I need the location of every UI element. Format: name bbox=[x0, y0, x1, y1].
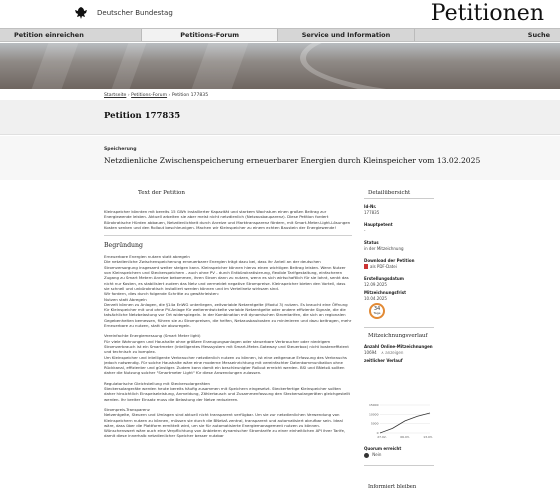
pdf-download-link[interactable] bbox=[364, 264, 434, 269]
nav-petitions-forum[interactable]: Petitions-Forum bbox=[142, 29, 278, 41]
nav-service-information[interactable]: Service und Information bbox=[278, 29, 414, 41]
pdf-file-icon bbox=[364, 264, 368, 269]
main-petitioner-value: - bbox=[364, 228, 366, 233]
online-signatures-value bbox=[364, 350, 434, 355]
stay-informed-heading: Informiert bleiben bbox=[368, 484, 417, 490]
reason-paragraph-3: Regulatorische Gleichstellung mit Steckersolargeräten Steckersolargeräte werden heute bereits häufig zusammen mit Speichern eingesetzt. Steckerfertige Kleinspeicher sollten daher hinsichtlich Einspeiseleistung, Anmeldung, Zählertausch und Zusammenfassung den Steckersolargeräten gleichgestellt werden. Ihr breiter Einsatz muss die Belastung der Netze reduzieren. bbox=[104, 380, 351, 402]
y-tick-label: 5000 bbox=[370, 421, 379, 426]
site-title[interactable]: Petitionen bbox=[430, 1, 544, 26]
breadcrumb-forum-link[interactable]: Petitions-Forum bbox=[131, 93, 168, 98]
download-label: Download der Petition bbox=[364, 258, 415, 263]
quorum-block bbox=[364, 446, 434, 471]
breadcrumb: Startseite › Petitions-Forum › Petition 177835 bbox=[104, 93, 209, 98]
petition-headline: Netzdienliche Zwischenspeicherung erneuerbarer Energien durch Kleinspeicher vom 13.02.2025 bbox=[104, 156, 481, 165]
signature-line bbox=[380, 413, 430, 433]
breadcrumb-home-link[interactable]: Startseite bbox=[104, 93, 127, 98]
pdf-download-text: als PDF-Datei bbox=[370, 264, 397, 269]
x-tick-label: 06.03. bbox=[400, 435, 410, 439]
org-name[interactable]: Deutscher Bundestag bbox=[97, 9, 173, 17]
y-tick-label: 15000 bbox=[368, 403, 379, 407]
nav-petition-einreichen[interactable]: Petition einreichen bbox=[0, 29, 142, 41]
online-signatures-label: Anzahl Online-Mitzeichnungen bbox=[364, 344, 433, 349]
signature-chart bbox=[364, 402, 434, 442]
divider bbox=[364, 198, 434, 199]
show-signatures-link[interactable]: ∧ anzeigen bbox=[381, 350, 404, 355]
reason-paragraph-2: Vereinfachte Energiemessung (Smart Meter light) Für viele Wohnungen und Haushalte ohne größere Erzeugungsanlagen oder steuerbare Verbraucher oder niedrigem Stromverbrauch ist ein Smartmeter (intelligentes Messsystem mit Smart-Meter-Gateway und Steuerbox) nicht kosteneffizient und technisch zu komplex. Um Kleinspeicher und intelligente Verbraucher netzdienlich nutzen zu können, ist eine zeitgenaue Erfassung des Verbrauchs jedoch notwendig. Für solche Haushalte wäre eine moderne Messeinrichtung mit vereinfachter Datenkommunikation ohne Rückkanal, effizienter und günstiger. Zudem kann damit ein beschleunigter Rollout erreicht werden. BSI und BNetzA sollten daher die Nutzung solcher "Smartmeter Light" für diese Anwendungen zulassen. bbox=[104, 333, 349, 376]
divider bbox=[364, 327, 434, 328]
days-remaining-unit: Tage bbox=[373, 311, 381, 315]
id-label: Id-Nr. bbox=[364, 204, 377, 209]
deadline-value: 10.04.2025 bbox=[364, 296, 387, 301]
created-label: Erstellungsdatum bbox=[364, 276, 404, 281]
status-label: Status bbox=[364, 240, 379, 245]
quorum-value: Nein bbox=[372, 452, 382, 457]
y-tick-label: 0 bbox=[376, 431, 379, 435]
reason-heading: Begründung bbox=[104, 242, 143, 250]
section-label: Speicherung bbox=[104, 147, 137, 152]
divider bbox=[104, 235, 352, 236]
created-value: 12.09.2025 bbox=[364, 282, 387, 287]
intro-paragraph: Kleinspeicher könnten mit bereits 15 GWh installierter Kapazität und starkem Wachstum einen großen Beitrag zur Energiewende leisten. Aktuell arbeiten sie aber meist nicht netzdienlich (Netzausbauparenz). Diese Petition fordert Bürokratische Hürden abbauen, Netzdienlichkeit durch Anreize und Marktransparenz fördern, mit Smart-Meter-Light-Lösungen Kosten senken und den Rollout beschleunigen. Machen wir Kleinspeicher zu einem echten Baustein der Energiewende! bbox=[104, 209, 351, 230]
x-tick-label: 27.02. bbox=[377, 435, 387, 439]
main-nav bbox=[0, 28, 560, 42]
deadline-label: Mitzeichnungsfrist bbox=[364, 290, 407, 295]
quorum-value-row bbox=[364, 452, 434, 458]
status-value: in der Mitzeichnung bbox=[364, 246, 404, 251]
details-sidebar bbox=[364, 190, 434, 500]
reason-paragraph-1: Erneuerbare Energien nutzen statt abregeln Die netzdienliche Zwischenspeicherung erneuerbarer Energien trägt dazu bei, dass ihr Anteil an der deutschen Stromversorgung insgesamt weiter steigen kann. Kleinspeicher können hierzu einen wichtigen Beitrag leisten. Wenn Nutzer von Kleinspeichern und Steckerspeichern - auch ohne PV - durch Entbürokratisierung, flexible Tarifgestaltung, einfacheren Zugang zu Smart Metern Anreize bekommen, ihren Strom dann zu nutzen, wenn es sich wirtschaftlich für sie lohnt, senkt das nicht nur Kosten, es stabilisiert zudem das Netz und vermeidet negative Strompreise. Kleinspeicher bieten den Vorteil, dass sie schnell und unbürokratisch installiert werden können und im Verteilnetz wirksam sind. Wir fordern, dies durch folgende Schritte zu gewährleisten: Nutzen statt Abregeln Derzeit können zu Anlagen, die §14a EnWG unterliegen, zeitvariable Netzentgelte (Modul 3) nutzen. Es braucht eine Öffnung für Kleinspeicher mit und ohne PV-Anlage für weiterentwickelte variable Netzentgelte oder andere effiziente Signale, die die tatsächliche Netzbelastung vor Ort widerspiegeln. In der Kombination mit dynamischen Stromtarifen, die sich an regionalen Gegebenheiten bemessen, führen sie zu Strompreisen, die helfen, Netzausbaukosten zu minimieren und dazu beitragen, mehr Erneuerbare zu nutzen, statt sie abzuregeln. bbox=[104, 254, 352, 329]
reason-paragraph-4: Strompreis-Transparenz Netzentgelte, Steuern und Umlagen sind aktuell nicht transparent verfügbar. Um sie zur netzdienlichen Verwendung von Kleinspeichern nutzen zu können, müssen sie durch die BNetzA zentral, transparent und automatisiert abrufbar sein. Ideal wäre, dass über die Plattform ermittelt wird, um sie für automatisierte Energiemanagement nutzen zu können. Wünschenswert wäre auch eine Verpflichtung von Anbietern dynamischer Stromtarife zu einer einheitlichen API ihrer Tarife, damit diese innerhalb netzdienlicher Speicher besser nutzbar bbox=[104, 406, 346, 439]
breadcrumb-current: Petition 177835 bbox=[171, 93, 209, 98]
online-signatures-count: 10694 bbox=[364, 350, 377, 355]
id-value: 177835 bbox=[364, 210, 380, 215]
period-label: zeitlicher Verlauf bbox=[364, 358, 403, 363]
main-petitioner-label: Hauptpetent bbox=[364, 222, 393, 227]
x-tick-label: 13.03. bbox=[423, 435, 433, 439]
divider bbox=[364, 465, 434, 466]
page-title: Petition 177835 bbox=[104, 111, 181, 121]
header-banner-image bbox=[0, 43, 560, 89]
quorum-label: Quorum erreicht bbox=[364, 446, 402, 451]
days-remaining-badge bbox=[369, 303, 385, 319]
history-heading: Mitzeichnungsverlauf bbox=[368, 333, 428, 339]
text-heading: Text der Petition bbox=[138, 190, 185, 196]
days-remaining-value: 34 bbox=[373, 306, 381, 312]
quorum-indicator-icon bbox=[364, 453, 369, 458]
eagle-logo-icon[interactable] bbox=[74, 6, 88, 20]
title-band bbox=[0, 100, 560, 135]
y-tick-label: 10000 bbox=[368, 412, 379, 417]
details-heading: Detailübersicht bbox=[368, 190, 411, 196]
site-header bbox=[0, 0, 560, 28]
nav-suche[interactable]: Suche bbox=[527, 31, 550, 39]
petition-text bbox=[104, 190, 352, 500]
